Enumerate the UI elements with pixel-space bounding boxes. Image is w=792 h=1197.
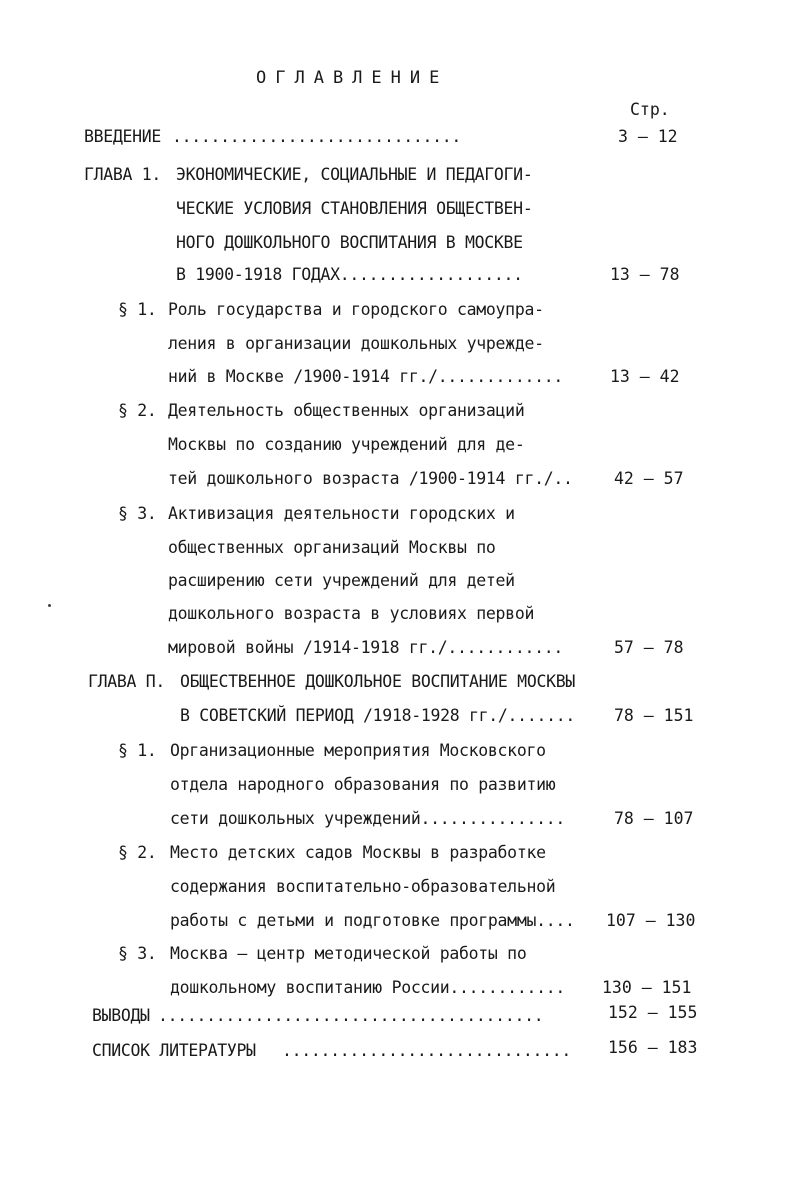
toc-section-label: § 1.	[118, 741, 157, 760]
toc-section-line: Организационные мероприятия Московского	[170, 741, 546, 760]
toc-section-line: общественных организаций Москвы по	[168, 538, 496, 557]
toc-entry-intro-pages: 3 – 12	[618, 127, 678, 146]
scan-speck	[48, 604, 51, 607]
toc-section-line: Москвы по созданию учреждений для де-	[168, 435, 525, 454]
toc-section-line: отдела народного образования по развитию	[170, 775, 556, 794]
toc-chapter-2-line: В СОВЕТСКИЙ ПЕРИОД /1918-1928 гг./.......	[180, 706, 575, 725]
toc-section-pages: 13 – 42	[610, 367, 680, 386]
toc-section-line: сети дошкольных учреждений...............	[170, 809, 565, 828]
toc-section-label: § 2.	[118, 843, 157, 862]
toc-section-line: дошкольному воспитанию России............	[170, 978, 565, 997]
toc-chapter-2-pages: 78 – 151	[614, 706, 694, 725]
toc-chapter-1-line: ЭКОНОМИЧЕСКИЕ, СОЦИАЛЬНЫЕ И ПЕДАГОГИ-	[176, 165, 533, 184]
toc-section-line: Москва – центр методической работы по	[170, 944, 527, 963]
toc-section-label: § 3.	[118, 504, 157, 523]
toc-section-line: Место детских садов Москвы в разработке	[170, 843, 546, 862]
toc-section-line: ний в Москве /1900-1914 гг./.............	[168, 367, 563, 386]
toc-chapter-1-label: ГЛАВА 1.	[84, 165, 162, 184]
toc-bibliography-pages: 156 – 183	[608, 1038, 698, 1057]
page-column-header: Стр.	[630, 100, 670, 119]
toc-bibliography-label: СПИСОК ЛИТЕРАТУРЫ	[92, 1041, 256, 1060]
toc-section-label: § 2.	[118, 401, 157, 420]
toc-entry-intro-dots: ..............................	[172, 127, 462, 146]
toc-chapter-1-line: НОГО ДОШКОЛЬНОГО ВОСПИТАНИЯ В МОСКВЕ	[176, 233, 523, 252]
toc-section-pages: 57 – 78	[614, 638, 684, 657]
toc-chapter-1-line: В 1900-1918 ГОДАХ...................	[176, 265, 523, 284]
toc-section-label: § 1.	[118, 300, 157, 319]
toc-section-line: дошкольного возраста в условиях первой	[168, 604, 535, 623]
toc-section-pages: 107 – 130	[606, 911, 696, 930]
toc-section-pages: 42 – 57	[614, 469, 684, 488]
toc-section-label: § 3.	[118, 944, 157, 963]
toc-section-line: Активизация деятельности городских и	[168, 504, 515, 523]
toc-conclusions-pages: 152 – 155	[608, 1003, 698, 1022]
toc-section-line: содержания воспитательно-образовательной	[170, 877, 556, 896]
page-title: ОГЛАВЛЕНИЕ	[256, 68, 449, 88]
toc-section-line: работы с детьми и подготовке программы....	[170, 911, 575, 930]
toc-chapter-1-pages: 13 – 78	[610, 265, 680, 284]
toc-section-line: ления в организации дошкольных учрежде-	[168, 334, 544, 353]
toc-bibliography-dots: ..............................	[282, 1041, 572, 1060]
toc-section-line: Деятельность общественных организаций	[168, 401, 525, 420]
toc-conclusions-dots: ........................................	[158, 1006, 544, 1025]
toc-chapter-2-label: ГЛАВА П.	[88, 672, 166, 691]
toc-section-pages: 78 – 107	[614, 809, 694, 828]
toc-entry-intro-label: ВВЕДЕНИЕ	[84, 127, 162, 146]
toc-conclusions-label: ВЫВОДЫ	[92, 1006, 150, 1025]
toc-section-line: тей дошкольного возраста /1900-1914 гг./..	[168, 469, 573, 488]
toc-section-line: Роль государства и городского самоупра-	[168, 300, 544, 319]
toc-section-pages: 130 – 151	[602, 978, 692, 997]
toc-section-line: расширению сети учреждений для детей	[168, 571, 515, 590]
toc-section-line: мировой войны /1914-1918 гг./............	[168, 638, 563, 657]
toc-chapter-1-line: ЧЕСКИЕ УСЛОВИЯ СТАНОВЛЕНИЯ ОБЩЕСТВЕН-	[176, 199, 533, 218]
toc-chapter-2-line: ОБЩЕСТВЕННОЕ ДОШКОЛЬНОЕ ВОСПИТАНИЕ МОСКВЫ	[180, 672, 575, 691]
